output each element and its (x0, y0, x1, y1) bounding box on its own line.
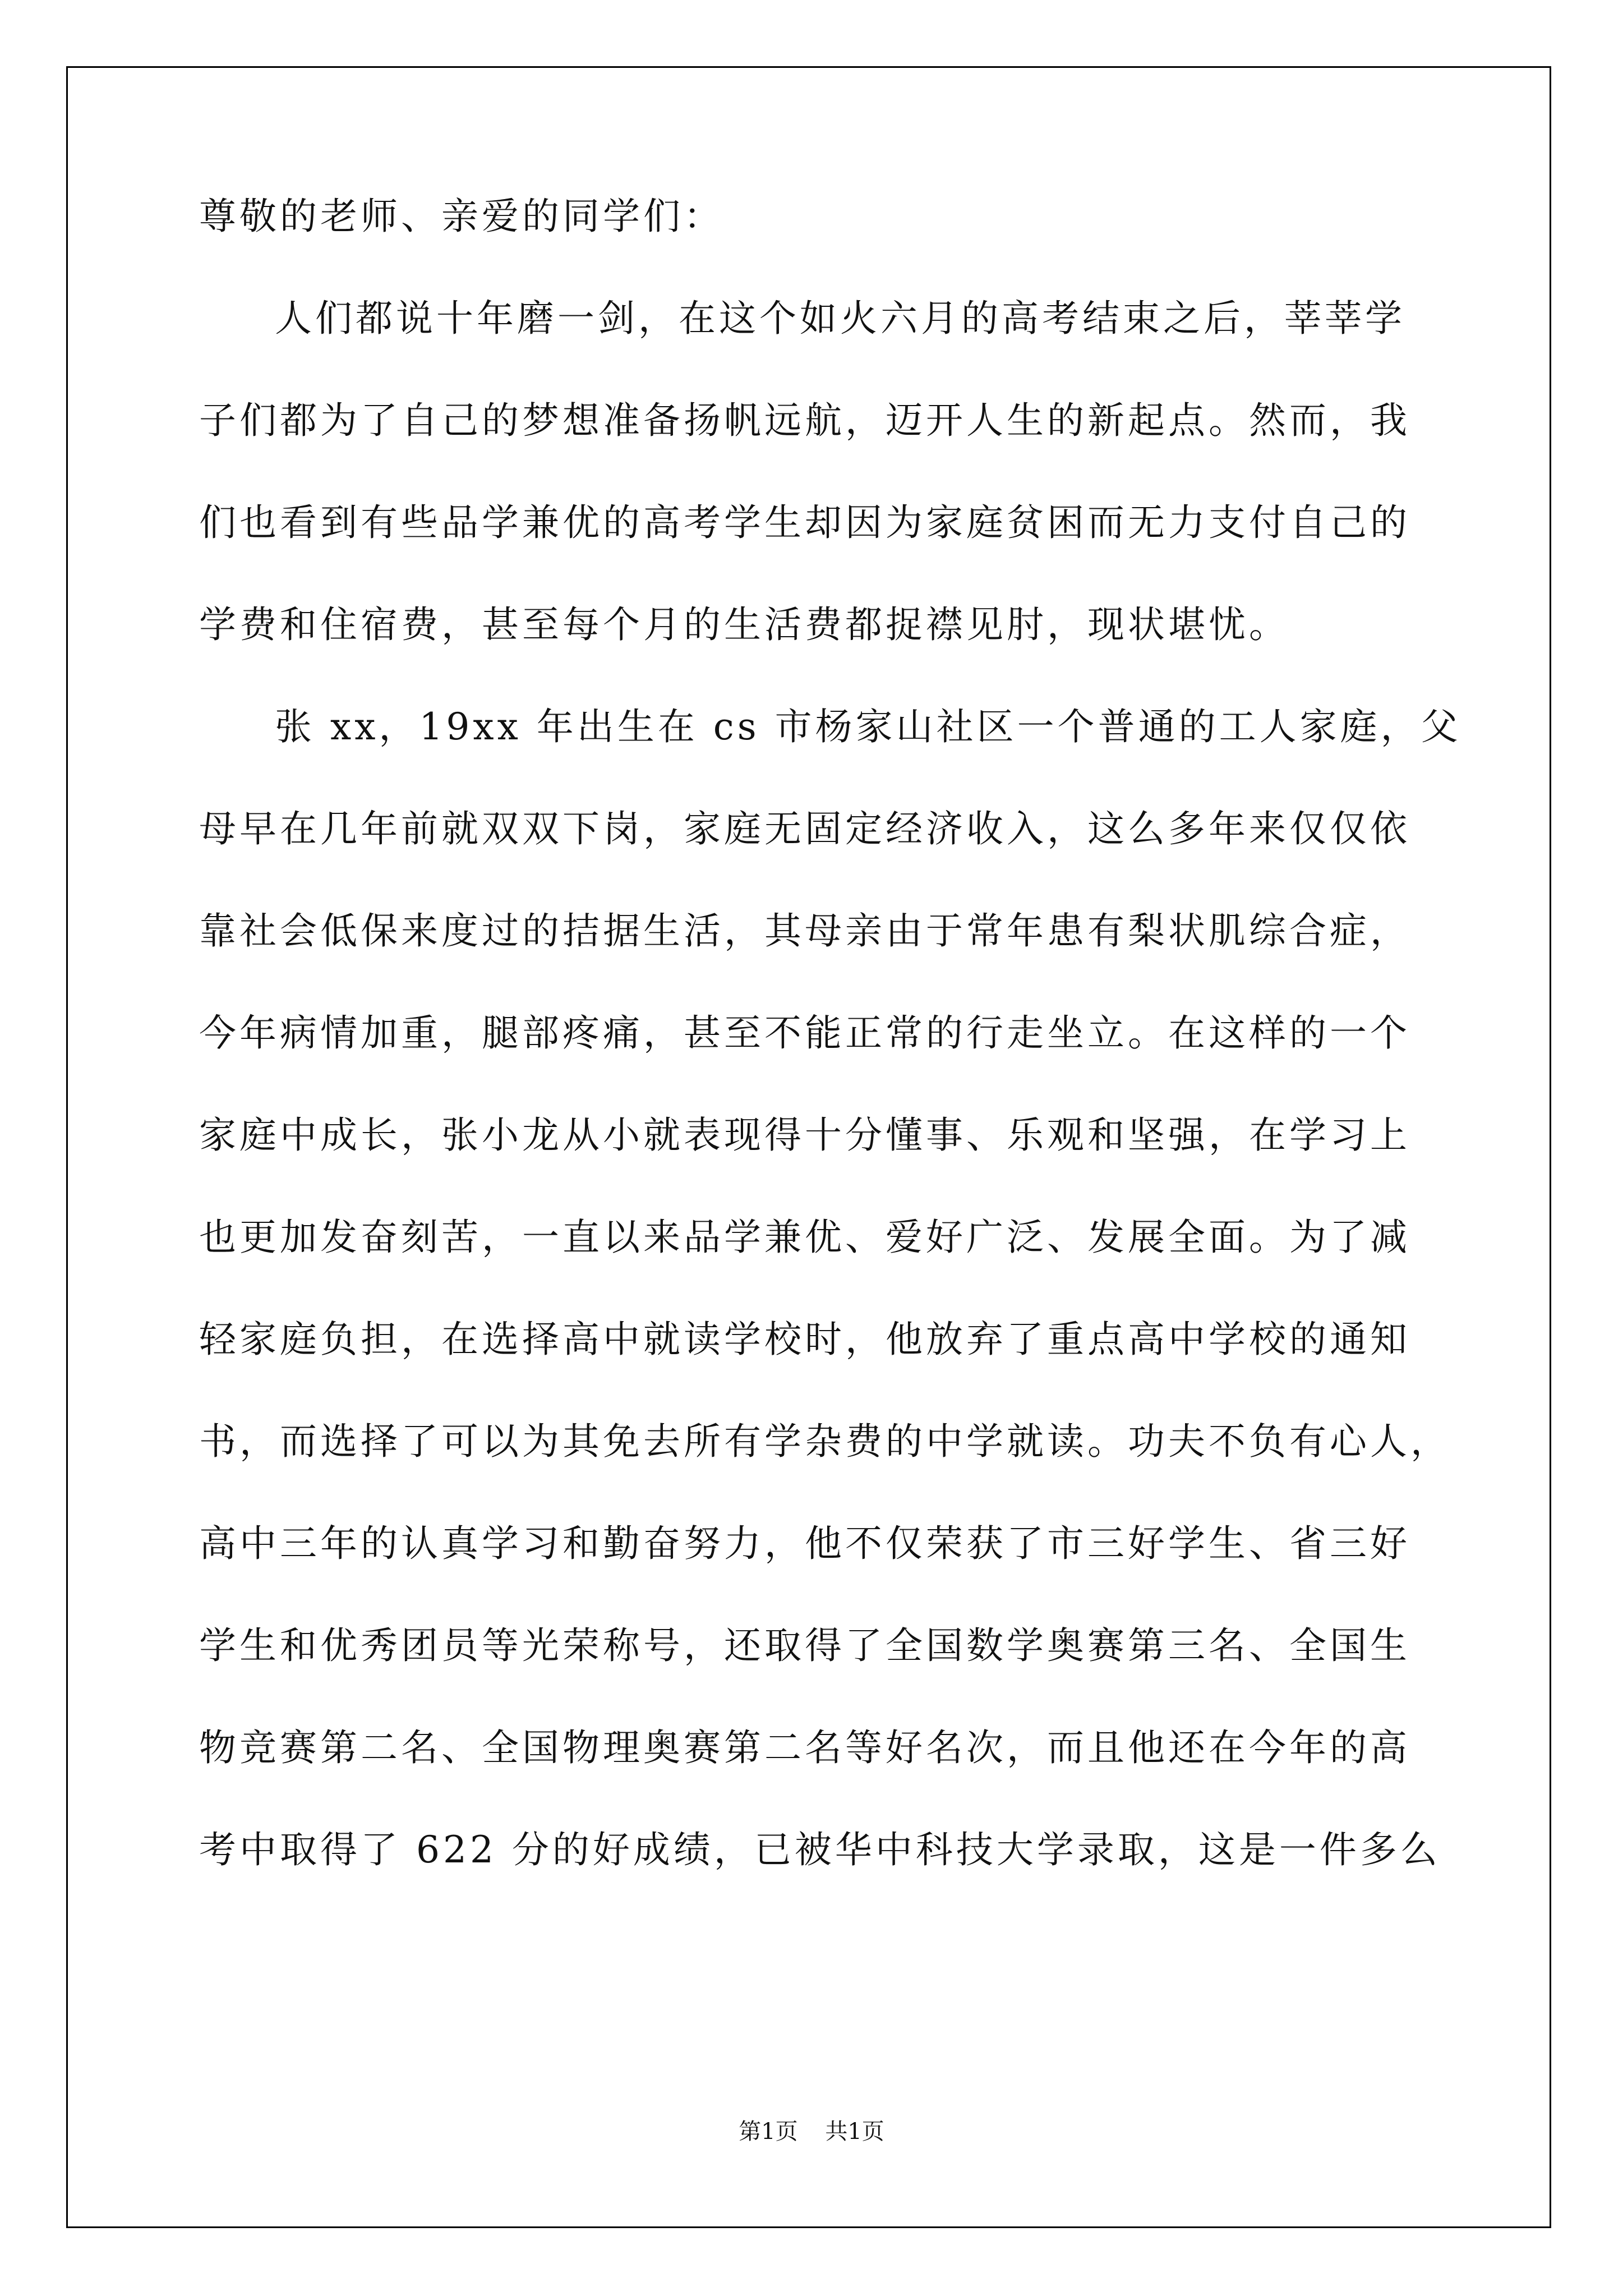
paragraph-2-line-3: 靠社会低保来度过的拮据生活，其母亲由于常年患有梨状肌综合症， (199, 909, 1410, 953)
paragraph-2-line-6: 也更加发奋刻苦，一直以来品学兼优、爱好广泛、发展全面。为了减 (199, 1216, 1410, 1259)
paragraph-2-line-1: 张 xx，19xx 年出生在 cs 市杨家山社区一个普通的工人家庭，父 (275, 705, 1461, 748)
paragraph-2-line-12: 考中取得了 622 分的好成绩，已被华中科技大学录取，这是一件多么 (199, 1828, 1441, 1871)
paragraph-1-line-1: 人们都说十年磨一剑，在这个如火六月的高考结束之后，莘莘学 (275, 297, 1405, 340)
salutation-line: 尊敬的老师、亲爱的同学们： (199, 195, 724, 238)
paragraph-2-line-11: 物竞赛第二名、全国物理奥赛第二名等好名次，而且他还在今年的高 (199, 1726, 1410, 1769)
paragraph-2-line-9: 高中三年的认真学习和勤奋努力，他不仅荣获了市三好学生、省三好 (199, 1522, 1410, 1565)
page-number: 第1页 (739, 2119, 798, 2145)
paragraph-1-line-3: 们也看到有些品学兼优的高考学生却因为家庭贫困而无力支付自己的 (199, 501, 1410, 544)
paragraph-2-line-8: 书，而选择了可以为其免去所有学杂费的中学就读。功夫不负有心人， (199, 1420, 1451, 1463)
paragraph-2-line-4: 今年病情加重，腿部疼痛，甚至不能正常的行走坐立。在这样的一个 (199, 1011, 1410, 1055)
paragraph-2-line-7: 轻家庭负担，在选择高中就读学校时，他放弃了重点高中学校的通知 (199, 1318, 1410, 1361)
paragraph-2-line-10: 学生和优秀团员等光荣称号，还取得了全国数学奥赛第三名、全国生 (199, 1624, 1410, 1667)
paragraph-2-line-5: 家庭中成长，张小龙从小就表现得十分懂事、乐观和坚强，在学习上 (199, 1114, 1410, 1157)
paragraph-1-line-2: 子们都为了自己的梦想准备扬帆远航，迈开人生的新起点。然而，我 (199, 399, 1410, 442)
paragraph-1-line-4: 学费和住宿费，甚至每个月的生活费都捉襟见肘，现状堪忧。 (199, 603, 1289, 646)
page-footer (0, 2114, 1623, 2146)
paragraph-2-line-2: 母早在几年前就双双下岗，家庭无固定经济收入，这么多年来仅仅依 (199, 807, 1410, 850)
page-total: 共1页 (825, 2119, 884, 2145)
